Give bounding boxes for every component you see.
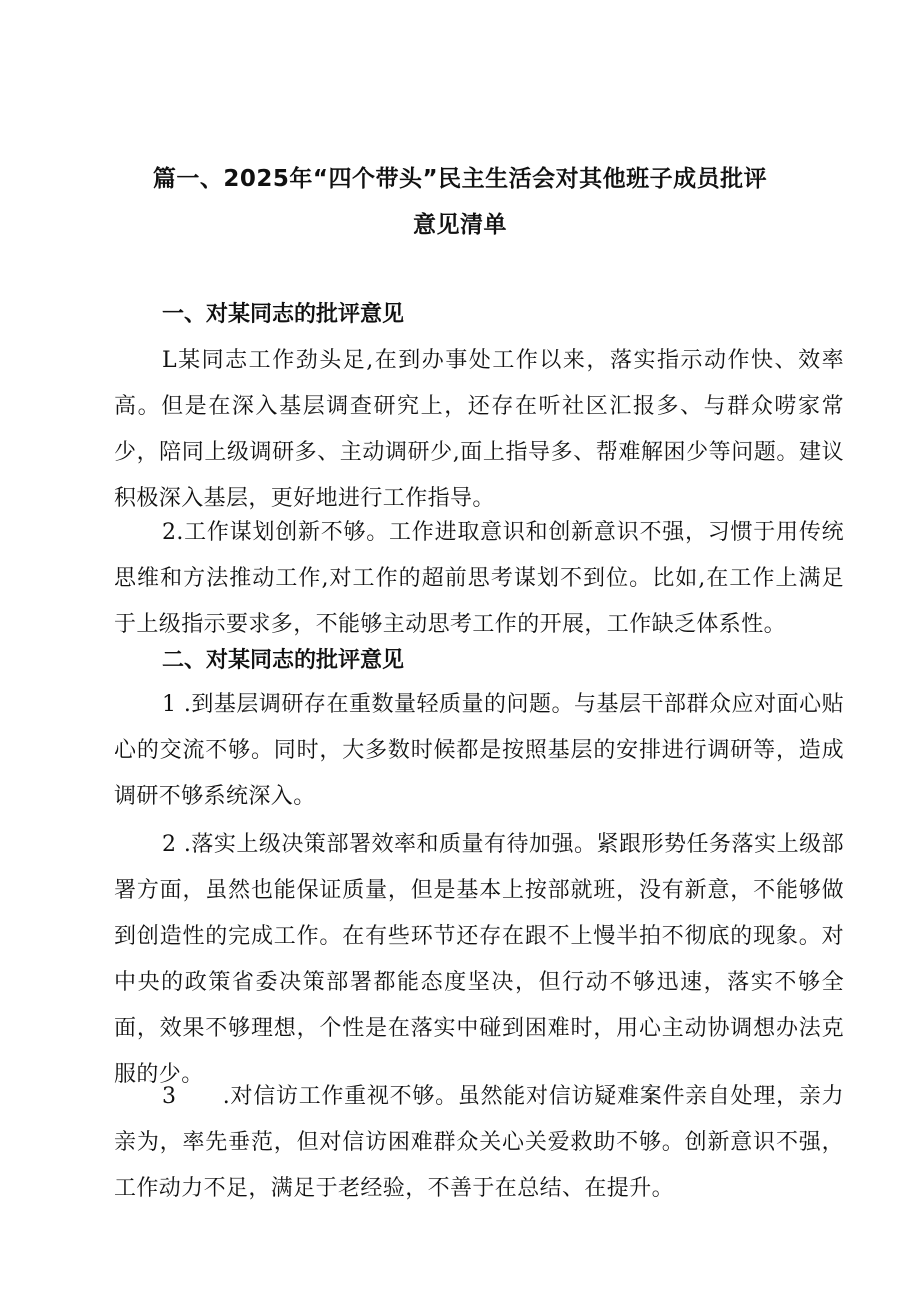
section-1-heading: 一、对某同志的批评意见 <box>162 302 405 327</box>
section-1-paragraph-2: 2.工作谋划创新不够。工作进取意识和创新意识不强，习惯于用传统思维和方法推动工作,对工作的超前思考谋划不到位。比如,在工作上满足于上级指示要求多，不能够主动思考工作的开展，工作缺乏体系性。 <box>114 520 844 637</box>
document-title-line-1: 篇一、2025年“四个带头”民主生活会对其他班子成员批评 <box>152 166 768 192</box>
section-1-paragraph-1: L某同志工作劲头足,在到办事处工作以来，落实指示动作快、效率高。但是在深入基层调查研究上，还存在听社区汇报多、与群众唠家常少，陪同上级调研多、主动调研少,面上指导多、帮难解困少等问题。建议积极深入基层，更好地进行工作指导。 <box>114 348 844 511</box>
section-2-paragraph-3: 3 .对信访工作重视不够。虽然能对信访疑难案件亲自处理，亲力亲为，率先垂范，但对信访困难群众关心关爱救助不够。创新意识不强，工作动力不足，满足于老经验，不善于在总结、在提升。 <box>114 1084 844 1201</box>
section-2-paragraph-2: 2 .落实上级决策部署效率和质量有待加强。紧跟形势任务落实上级部署方面，虽然也能保证质量，但是基本上按部就班，没有新意，不能够做到创造性的完成工作。在有些环节还存在跟不上慢半拍不彻底的现象。对中央的政策省委决策部署都能态度坚决，但行动不够迅速，落实不够全面，效果不够理想，个性是在落实中碰到困难时，用心主动协调想办法克服的少。 <box>114 832 844 1087</box>
section-2-paragraph-1: 1 .到基层调研存在重数量轻质量的问题。与基层干部群众应对面心贴心的交流不够。同时，大多数时候都是按照基层的安排进行调研等，造成调研不够系统深入。 <box>114 692 844 809</box>
section-2-heading: 二、对某同志的批评意见 <box>162 648 405 673</box>
document-title-line-2: 意见清单 <box>413 212 507 238</box>
